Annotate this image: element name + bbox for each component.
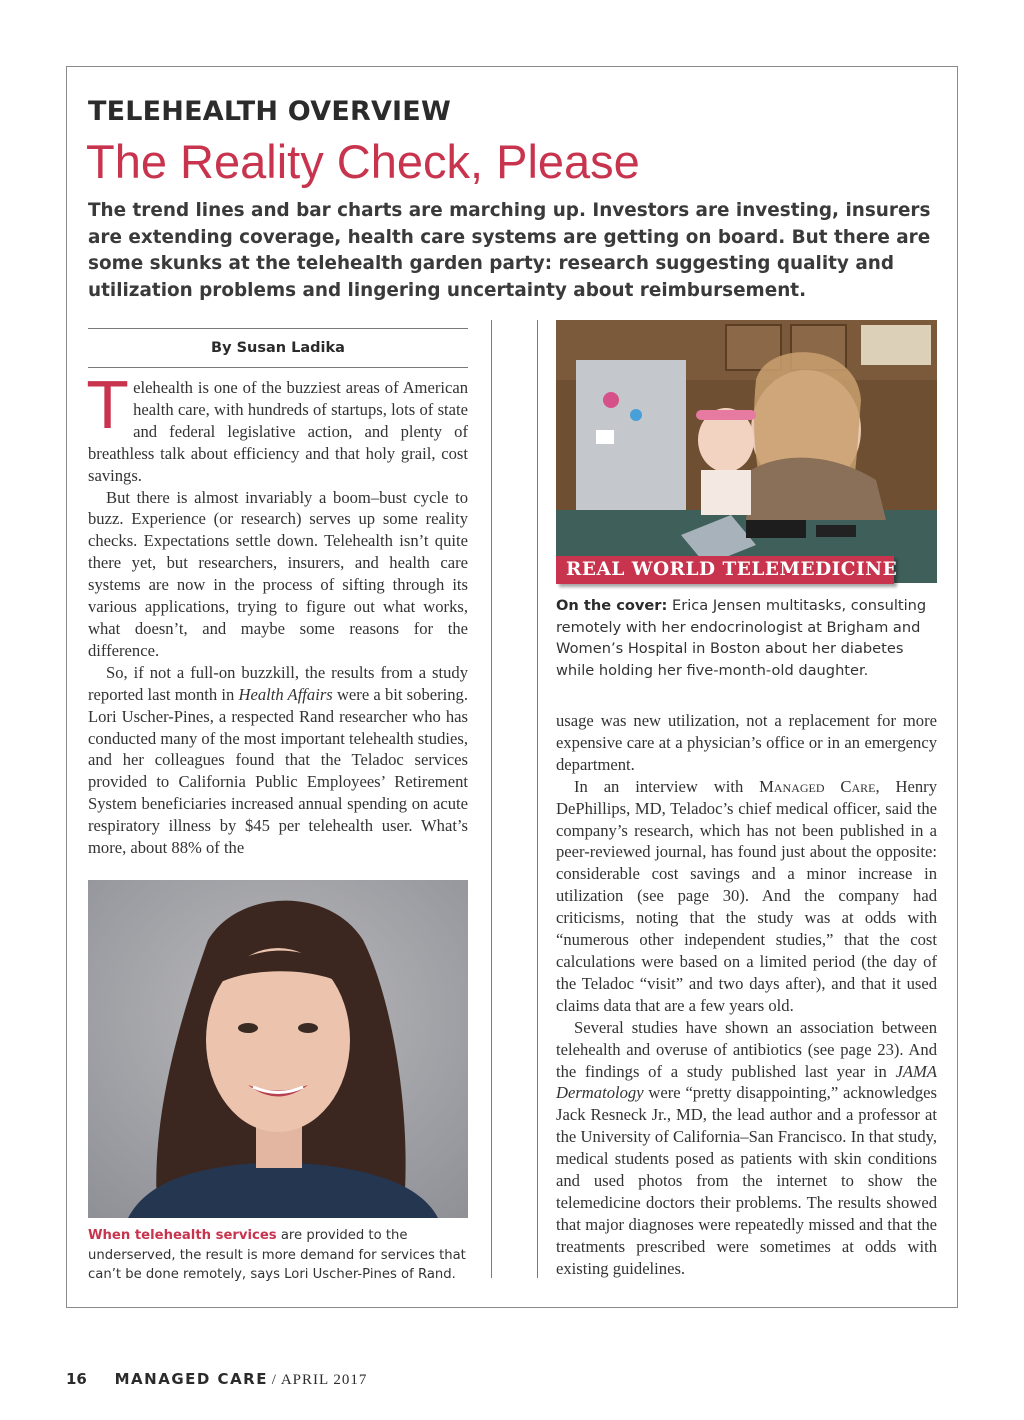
byline-rule-bottom (88, 367, 468, 368)
paragraph-1: Telehealth is one of the buzziest areas of American health care, with hundreds of startups, lots of state and federal legislative action, and plenty of breathless talk about efficiency and that holy grail, cost savings. (88, 370, 468, 485)
paragraph-3: So, if not a full-on buzzkill, the results from a study reported last month in Health Affairs were a bit sobering. Lori Uscher-Pines, a respected Rand researcher who has conducted many of the most important telehealth studies, and her colleagues found that the Teladoc services provided to California Public Employees’ Retirement System beneficiaries increased annual spending on acute respiratory illness by $45 per telehealth user. What’s more, about 88% of the (88, 662, 468, 858)
portrait-caption: When telehealth services are provided to the underserved, the result is more demand for services that can’t be done remotely, says Lori Uscher-Pines of Rand. (88, 1228, 466, 1282)
footer-issue: / APRIL 2017 (271, 1372, 368, 1388)
paragraph-5: In an interview with Managed Care, Henry DePhillips, MD, Teladoc’s chief medical officer, said the company’s research, which has not been published in a peer-reviewed journal, has found just about the opposite: considerable cost savings and a minor increase in utilization (see page 30). And the company had criticisms, noting that the study was at odds with “numerous other independent studies,” that the cost calculations were based on a limited period (the day of the Teladoc “visit” and two days after), and that it used claims data that are a few years old. (556, 776, 937, 1015)
drop-cap: T (88, 370, 128, 444)
article-column-2 (556, 710, 937, 1280)
paragraph-6: Several studies have shown an association between telehealth and overuse of antibiotics (see page 23). And the findings of a study published last year in JAMA Dermatology were “pretty disappointing,” acknowledges Jack Resneck Jr., MD, the lead author and a professor at the University of California–San Francisco. In that study, medical students posed as patients with skin conditions and used photos from the internet to show the telemedicine doctors their problems. The results showed that major diagnoses were repeatedly missed and that the treatments prescribed were sometimes at odds with existing guidelines. (556, 1017, 937, 1278)
footer-magazine: MANAGED CARE (114, 1370, 268, 1388)
column-divider-right (537, 320, 538, 1278)
paragraph-2: But there is almost invariably a boom–bust cycle to buzz. Experience (or research) serves up some reality checks. Expectations settle down. Telehealth isn’t quite there yet, but researchers, insurers, and health care systems are now in the process of sifting through its various applications, trying to figure out what works, what doesn’t, and maybe some reasons for the difference. (88, 487, 468, 660)
journal-title: Health Affairs (238, 684, 333, 704)
journal-title: JAMA Dermatology (556, 1061, 937, 1103)
cover-banner: REAL WORLD TELEMEDICINE (556, 556, 894, 584)
page-footer (66, 1370, 367, 1389)
byline: By Susan Ladika (211, 340, 345, 356)
magazine-name: Managed Care (759, 776, 876, 796)
refrigerator (576, 360, 686, 510)
byline-rule-top (88, 328, 468, 329)
portrait-photo (88, 880, 468, 1218)
paragraph-4: usage was new utilization, not a replacement for more expensive care at a physician’s office or in an emergency department. (556, 711, 937, 774)
article-deck: The trend lines and bar charts are marching up. Investors are investing, insurers are extending coverage, health care systems are getting on board. But there are some skunks at the telehealth garden party: research suggesting quality and utilization problems and lingering uncertainty about reimbursement. (88, 200, 931, 301)
column-divider-left (491, 320, 492, 1278)
cover-photo (556, 320, 937, 583)
cover-caption: On the cover: Erica Jensen multitasks, consulting remotely with her endocrinologist at Brigham and Women’s Hospital in Boston about her diabetes while holding her five-month-old daughter. (556, 597, 927, 679)
page-number: 16 (66, 1370, 87, 1388)
article-column-1 (88, 370, 468, 859)
article-headline: The Reality Check, Please (86, 135, 640, 188)
section-kicker: TELEHEALTH OVERVIEW (88, 96, 451, 127)
